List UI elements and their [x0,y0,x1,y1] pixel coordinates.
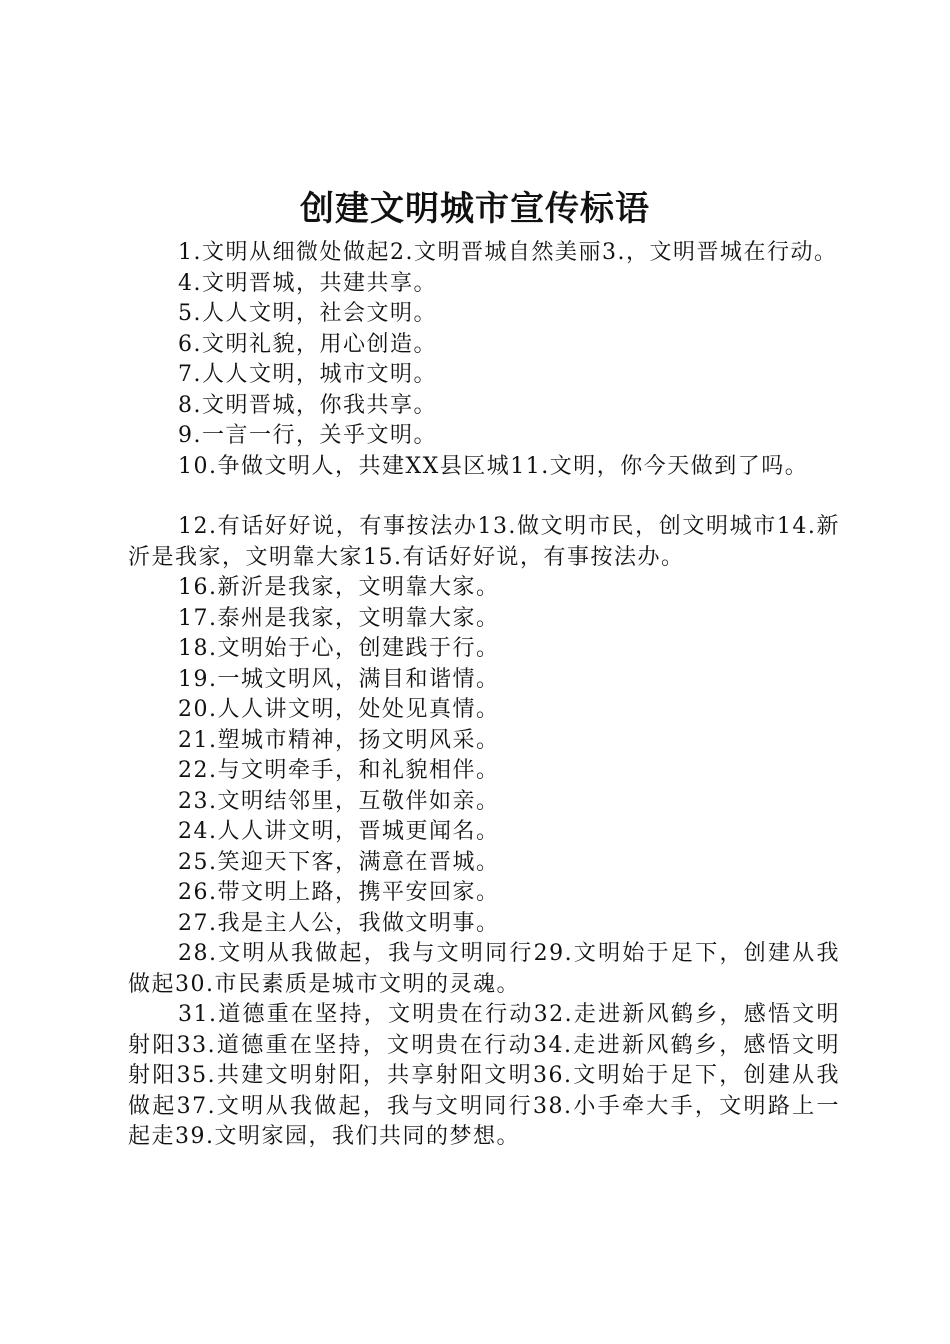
paragraph-18: 24.人人讲文明，晋城更闻名。 [178,819,500,844]
paragraph-10: 16.新沂是我家，文明靠大家。 [178,575,500,600]
document-title: 创建文明城市宣传标语 [300,189,650,229]
paragraph-5: 7.人人文明，城市文明。 [178,362,437,387]
paragraph-9: 12.有话好好说，有事按法办13.做文明市民，创文明城市14.新沂是我家，文明靠大家15.有话好好说，有事按法办。 [128,514,840,570]
paragraph-23: 31.道德重在坚持，文明贵在行动32.走进新风鹤乡，感悟文明射阳33.道德重在坚持，文明贵在行动34.走进新风鹤乡，感悟文明射阳35.共建文明射阳，共享射阳文明36.文明始于足下，创建从我做起37.文明从我做起，我与文明同行38.小手牵大手，文明路上一起走39.文明家园，我们共同的梦想。 [128,1002,840,1149]
paragraph-15: 21.塑城市精神，扬文明风采。 [178,727,500,753]
document-body [128,238,840,1153]
paragraph-21: 27.我是主人公，我做文明事。 [178,910,500,936]
paragraph-4: 6.文明礼貌，用心创造。 [178,331,437,357]
paragraph-12: 18.文明始于心，创建践于行。 [178,636,500,661]
paragraph-16: 22.与文明牵手，和礼貌相伴。 [178,758,500,783]
paragraph-14: 20.人人讲文明，处处见真情。 [178,697,500,722]
paragraph-1: 1.文明从细微处做起2.文明晋城自然美丽3.，文明晋城在行动。 [178,240,838,265]
paragraph-7: 9.一言一行，关乎文明。 [178,423,437,448]
paragraph-2: 4.文明晋城，共建共享。 [178,270,437,296]
paragraph-3: 5.人人文明，社会文明。 [178,301,437,326]
paragraph-11: 17.泰州是我家，文明靠大家。 [178,605,500,631]
paragraph-13: 19.一城文明风，满目和谐情。 [178,666,500,692]
paragraph-8: 10.争做文明人，共建XX县区城11.文明，你今天做到了吗。 [178,453,809,479]
paragraph-22: 28.文明从我做起，我与文明同行29.文明始于足下，创建从我做起30.市民素质是城市文明的灵魂。 [128,941,840,997]
paragraph-spacer [128,482,840,512]
paragraph-6: 8.文明晋城，你我共享。 [178,392,437,418]
paragraph-17: 23.文明结邻里，互敬伴如亲。 [178,788,500,814]
paragraph-19: 25.笑迎天下客，满意在晋城。 [178,849,500,875]
paragraph-20: 26.带文明上路，携平安回家。 [178,880,500,905]
